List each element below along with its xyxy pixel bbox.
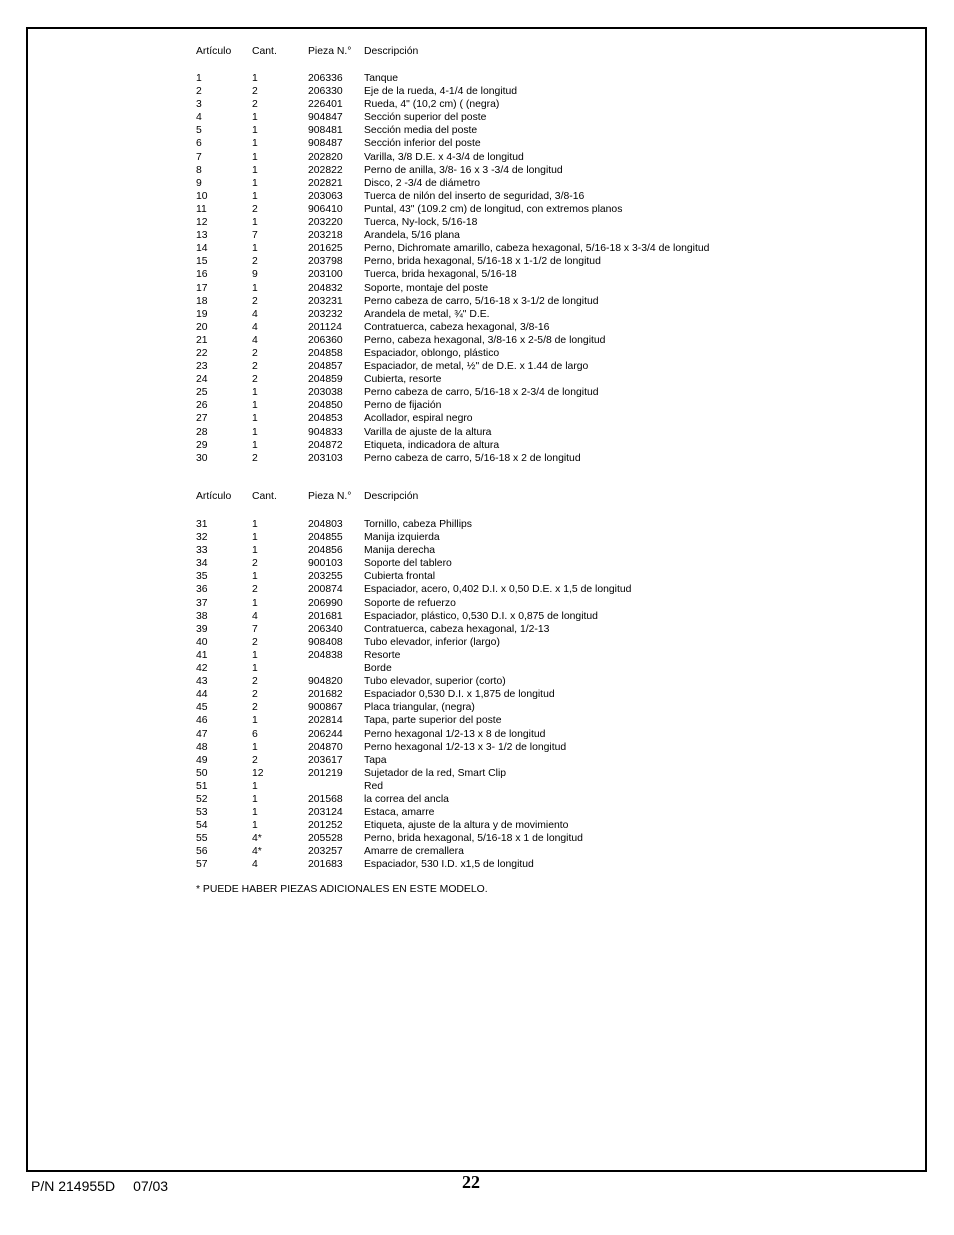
- quantity: 1: [252, 400, 258, 412]
- header-item: Artículo: [196, 46, 232, 57]
- quantity: 1: [252, 282, 258, 294]
- part-number: 201682: [308, 689, 343, 701]
- quantity: 1: [252, 190, 258, 202]
- quantity: 1: [252, 597, 258, 609]
- quantity: 2: [252, 374, 258, 386]
- item-number: 44: [196, 689, 208, 701]
- quantity: 1: [252, 780, 258, 792]
- description: Tuerca, Ny-lock, 5/16-18: [364, 217, 478, 229]
- description: Acollador, espiral negro: [364, 413, 473, 425]
- header-qty: Cant.: [252, 491, 277, 502]
- header-qty: Cant.: [252, 46, 277, 57]
- quantity: 2: [252, 754, 258, 766]
- part-number: 204857: [308, 361, 343, 373]
- part-number: 202821: [308, 177, 343, 189]
- part-number: 201683: [308, 859, 343, 871]
- part-number: 203617: [308, 754, 343, 766]
- item-number: 22: [196, 347, 208, 359]
- quantity: 1: [252, 112, 258, 124]
- quantity: 4: [252, 321, 258, 333]
- part-number: 203103: [308, 452, 343, 464]
- item-number: 53: [196, 807, 208, 819]
- item-number: 19: [196, 308, 208, 320]
- description: Cubierta, resorte: [364, 374, 442, 386]
- description: Perno cabeza de carro, 5/16-18 x 2 de longitud: [364, 452, 581, 464]
- part-number: 204872: [308, 439, 343, 451]
- part-number: 204859: [308, 374, 343, 386]
- quantity: 7: [252, 623, 258, 635]
- part-number: 203798: [308, 256, 343, 268]
- description: Tornillo, cabeza Phillips: [364, 519, 472, 530]
- description: Arandela de metal, ¾" D.E.: [364, 308, 490, 320]
- item-number: 52: [196, 793, 208, 805]
- part-number: 204855: [308, 532, 343, 544]
- item-number: 32: [196, 532, 208, 544]
- quantity: 12: [252, 767, 264, 779]
- quantity: 2: [252, 702, 258, 714]
- quantity: 2: [252, 99, 258, 111]
- part-number: 203218: [308, 230, 343, 242]
- header-description: Descripción: [364, 491, 419, 502]
- quantity: 1: [252, 177, 258, 189]
- item-number: 37: [196, 597, 208, 609]
- part-number: 202820: [308, 151, 343, 163]
- description: Etiqueta, indicadora de altura: [364, 439, 500, 451]
- part-number: 226401: [308, 99, 343, 111]
- quantity: 1: [252, 545, 258, 557]
- description: Perno, brida hexagonal, 5/16-18 x 1 de longitud: [364, 833, 583, 845]
- quantity: 2: [252, 295, 258, 307]
- quantity: 1: [252, 519, 258, 530]
- part-number: 201219: [308, 767, 343, 779]
- item-number: 23: [196, 361, 208, 373]
- description: Perno, Dichromate amarillo, cabeza hexagonal, 5/16-18 x 3-3/4 de longitud: [364, 243, 710, 255]
- item-number: 55: [196, 833, 208, 845]
- part-number: 201568: [308, 793, 343, 805]
- item-number: 25: [196, 387, 208, 399]
- description: Arandela, 5/16 plana: [364, 230, 460, 242]
- item-number: 20: [196, 321, 208, 333]
- part-number: 201681: [308, 610, 343, 622]
- item-number: 4: [196, 112, 202, 124]
- part-number: 203100: [308, 269, 343, 281]
- part-number: 206336: [308, 73, 343, 84]
- part-number: 906410: [308, 203, 343, 215]
- description: Soporte, montaje del poste: [364, 282, 489, 294]
- description: Perno cabeza de carro, 5/16-18 x 2-3/4 de longitud: [364, 387, 599, 399]
- part-number: 900103: [308, 558, 343, 570]
- quantity: 1: [252, 663, 258, 675]
- description: Perno, cabeza hexagonal, 3/8-16 x 2-5/8 de longitud: [364, 334, 606, 346]
- part-number: 204803: [308, 519, 343, 530]
- part-number: 206340: [308, 623, 343, 635]
- item-number: 13: [196, 230, 208, 242]
- item-number: 46: [196, 715, 208, 727]
- description: Disco, 2 -3/4 de diámetro: [364, 177, 481, 189]
- quantity: 4*: [252, 833, 262, 845]
- part-number: 206990: [308, 597, 343, 609]
- item-number: 1: [196, 73, 202, 84]
- part-number: 206244: [308, 728, 343, 740]
- description: Sección inferior del poste: [364, 138, 481, 150]
- part-number: 904847: [308, 112, 343, 124]
- part-number: 904820: [308, 676, 343, 688]
- description: Rueda, 4" (10,2 cm) ( (negra): [364, 99, 500, 111]
- description: Soporte de refuerzo: [364, 597, 456, 609]
- description: Tuerca de nilón del inserto de seguridad, 3/8-16: [364, 190, 585, 202]
- quantity: 4*: [252, 846, 262, 858]
- part-number: 203038: [308, 387, 343, 399]
- description: Espaciador, de metal, ½" de D.E. x 1.44 de largo: [364, 361, 589, 373]
- description: Espaciador, plástico, 0,530 D.I. x 0,875 de longitud: [364, 610, 598, 622]
- quantity: 1: [252, 793, 258, 805]
- quantity: 2: [252, 584, 258, 596]
- part-number: 202822: [308, 164, 343, 176]
- item-number: 27: [196, 413, 208, 425]
- part-number: 204850: [308, 400, 343, 412]
- description: Sección media del poste: [364, 125, 478, 137]
- quantity: 4: [252, 334, 258, 346]
- quantity: 4: [252, 308, 258, 320]
- description: Estaca, amarre: [364, 807, 435, 819]
- item-number: 12: [196, 217, 208, 229]
- item-number: 14: [196, 243, 208, 255]
- item-number: 2: [196, 86, 202, 98]
- quantity: 7: [252, 230, 258, 242]
- item-number: 16: [196, 269, 208, 281]
- description: Tanque: [364, 73, 399, 84]
- description: Espaciador 0,530 D.I. x 1,875 de longitud: [364, 689, 555, 701]
- quantity: 1: [252, 820, 258, 832]
- footnote: * PUEDE HABER PIEZAS ADICIONALES EN ESTE MODELO.: [196, 884, 488, 895]
- quantity: 1: [252, 426, 258, 438]
- quantity: 9: [252, 269, 258, 281]
- footer-part-number: [31, 1178, 168, 1194]
- quantity: 2: [252, 689, 258, 701]
- quantity: 1: [252, 138, 258, 150]
- quantity: 1: [252, 387, 258, 399]
- item-number: 11: [196, 203, 207, 215]
- part-number-text: P/N 214955D: [31, 1178, 116, 1194]
- item-number: 45: [196, 702, 208, 714]
- part-number: 206330: [308, 86, 343, 98]
- part-number: 908487: [308, 138, 343, 150]
- quantity: 2: [252, 361, 258, 373]
- part-number: 203255: [308, 571, 343, 583]
- quantity: 1: [252, 532, 258, 544]
- quantity: 1: [252, 73, 258, 84]
- item-number: 50: [196, 767, 208, 779]
- quantity: 2: [252, 256, 258, 268]
- description: Etiqueta, ajuste de la altura y de movimiento: [364, 820, 569, 832]
- description: la correa del ancla: [364, 793, 449, 805]
- description: Placa triangular, (negra): [364, 702, 475, 714]
- quantity: 1: [252, 807, 258, 819]
- part-number: 202814: [308, 715, 343, 727]
- quantity: 2: [252, 86, 258, 98]
- part-number: 908408: [308, 636, 343, 648]
- item-number: 28: [196, 426, 208, 438]
- item-number: 18: [196, 295, 208, 307]
- header-description: Descripción: [364, 46, 419, 57]
- quantity: 4: [252, 859, 258, 871]
- description: Perno hexagonal 1/2-13 x 3- 1/2 de longitud: [364, 741, 567, 753]
- description: Espaciador, 530 I.D. x1,5 de longitud: [364, 859, 534, 871]
- description: Eje de la rueda, 4-1/4 de longitud: [364, 86, 518, 98]
- description: Contratuerca, cabeza hexagonal, 1/2-13: [364, 623, 550, 635]
- description: Perno de anilla, 3/8- 16 x 3 -3/4 de longitud: [364, 164, 563, 176]
- item-number: 31: [196, 519, 208, 530]
- item-number: 47: [196, 728, 208, 740]
- part-number: 200874: [308, 584, 343, 596]
- header-part-number: Pieza N.°: [308, 491, 352, 502]
- item-number: 56: [196, 846, 208, 858]
- item-number: 34: [196, 558, 208, 570]
- part-number: 203220: [308, 217, 343, 229]
- item-number: 7: [196, 151, 202, 163]
- item-number: 51: [196, 780, 208, 792]
- item-number: 36: [196, 584, 208, 596]
- quantity: 2: [252, 636, 258, 648]
- description: Puntal, 43" (109.2 cm) de longitud, con extremos planos: [364, 203, 623, 215]
- part-number: 203063: [308, 190, 343, 202]
- quantity: 1: [252, 649, 258, 661]
- header-part-number: Pieza N.°: [308, 46, 352, 57]
- part-number: 204870: [308, 741, 343, 753]
- quantity: 2: [252, 558, 258, 570]
- quantity: 1: [252, 571, 258, 583]
- part-number: 904833: [308, 426, 343, 438]
- item-number: 30: [196, 452, 208, 464]
- quantity: 1: [252, 439, 258, 451]
- item-number: 6: [196, 138, 202, 150]
- description: Tapa, parte superior del poste: [364, 715, 502, 727]
- description: Varilla de ajuste de la altura: [364, 426, 492, 438]
- item-number: 41: [196, 649, 208, 661]
- item-number: 8: [196, 164, 202, 176]
- item-number: 39: [196, 623, 208, 635]
- part-number: 203124: [308, 807, 343, 819]
- quantity: 1: [252, 243, 258, 255]
- quantity: 1: [252, 715, 258, 727]
- description: Perno cabeza de carro, 5/16-18 x 3-1/2 de longitud: [364, 295, 599, 307]
- description: Perno, brida hexagonal, 5/16-18 x 1-1/2 de longitud: [364, 256, 601, 268]
- item-number: 26: [196, 400, 208, 412]
- quantity: 1: [252, 164, 258, 176]
- quantity: 2: [252, 203, 258, 215]
- description: Red: [364, 780, 384, 792]
- description: Resorte: [364, 649, 401, 661]
- item-number: 21: [196, 334, 208, 346]
- item-number: 49: [196, 754, 208, 766]
- part-number: 204858: [308, 347, 343, 359]
- description: Manija derecha: [364, 545, 436, 557]
- quantity: 1: [252, 125, 258, 137]
- quantity: 1: [252, 741, 258, 753]
- quantity: 2: [252, 347, 258, 359]
- item-number: 40: [196, 636, 208, 648]
- date-text: 07/03: [133, 1178, 169, 1194]
- quantity: 1: [252, 151, 258, 163]
- description: Soporte del tablero: [364, 558, 452, 570]
- part-number: 908481: [308, 125, 343, 137]
- quantity: 2: [252, 676, 258, 688]
- item-number: 15: [196, 256, 208, 268]
- part-number: 201252: [308, 820, 343, 832]
- item-number: 57: [196, 859, 208, 871]
- description: Tubo elevador, superior (corto): [364, 676, 506, 688]
- part-number: 203257: [308, 846, 343, 858]
- quantity: 1: [252, 413, 258, 425]
- description: Espaciador, acero, 0,402 D.I. x 0,50 D.E. x 1,5 de longitud: [364, 584, 632, 596]
- item-number: 43: [196, 676, 208, 688]
- item-number: 3: [196, 99, 202, 111]
- part-number: 205528: [308, 833, 343, 845]
- description: Manija izquierda: [364, 532, 440, 544]
- item-number: 17: [196, 282, 208, 294]
- part-number: 206360: [308, 334, 343, 346]
- item-number: 24: [196, 374, 208, 386]
- item-number: 10: [196, 190, 208, 202]
- part-number: 201124: [308, 321, 342, 333]
- item-number: 35: [196, 571, 208, 583]
- page-number: 22: [462, 1172, 480, 1192]
- part-number: 204856: [308, 545, 343, 557]
- description: Sección superior del poste: [364, 112, 487, 124]
- item-number: 9: [196, 177, 202, 189]
- item-number: 48: [196, 741, 208, 753]
- description: Tapa: [364, 754, 387, 766]
- item-number: 5: [196, 125, 202, 137]
- item-number: 42: [196, 663, 208, 675]
- description: Varilla, 3/8 D.E. x 4-3/4 de longitud: [364, 151, 524, 163]
- description: Sujetador de la red, Smart Clip: [364, 767, 507, 779]
- part-number: 201625: [308, 243, 343, 255]
- part-number: 204838: [308, 649, 343, 661]
- description: Cubierta frontal: [364, 571, 436, 583]
- quantity: 4: [252, 610, 258, 622]
- description: Borde: [364, 663, 392, 675]
- item-number: 54: [196, 820, 208, 832]
- description: Tubo elevador, inferior (largo): [364, 636, 500, 648]
- description: Contratuerca, cabeza hexagonal, 3/8-16: [364, 321, 550, 333]
- quantity: 1: [252, 217, 258, 229]
- part-number: 203231: [308, 295, 343, 307]
- part-number: 203232: [308, 308, 343, 320]
- part-number: 900867: [308, 702, 343, 714]
- description: Amarre de cremallera: [364, 846, 464, 858]
- item-number: 33: [196, 545, 208, 557]
- part-number: 204853: [308, 413, 343, 425]
- quantity: 2: [252, 452, 258, 464]
- description: Perno de fijación: [364, 400, 442, 412]
- description: Tuerca, brida hexagonal, 5/16-18: [364, 269, 517, 281]
- description: Espaciador, oblongo, plástico: [364, 347, 500, 359]
- header-item: Artículo: [196, 491, 232, 502]
- item-number: 38: [196, 610, 208, 622]
- item-number: 29: [196, 439, 208, 451]
- part-number: 204832: [308, 282, 343, 294]
- quantity: 6: [252, 728, 258, 740]
- description: Perno hexagonal 1/2-13 x 8 de longitud: [364, 728, 546, 740]
